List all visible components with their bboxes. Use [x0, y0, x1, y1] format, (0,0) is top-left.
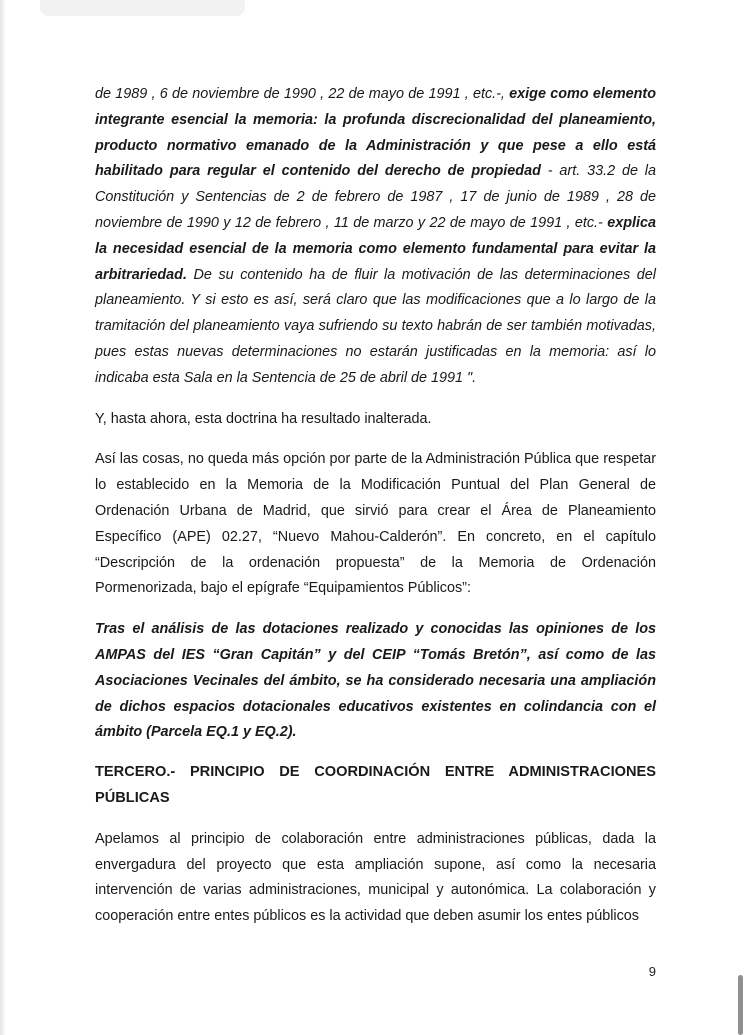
doctrine-paragraph: Y, hasta ahora, esta doctrina ha resultado inalterada.	[95, 410, 432, 427]
quote-text-1: de 1989 , 6 de noviembre de 1990 , 22 de mayo de 1991 , etc.-,	[95, 86, 510, 102]
quote-text-2: exige como elemento integrante esencial la memoria: la profunda discrecionalidad del planeamiento, producto normativo emanado de la Administración y que pese a ello está habilitado para regular el contenido del derecho de propiedad	[95, 86, 656, 180]
quote-text-3: - art. 33.2 de la Constitución y Sentencias de 2 de febrero de 1987 , 17 de junio de 1989 , 28 de noviembre de 1990 y 12 de febrero , 11 de marzo y 22 de mayo de 1991 , etc.-	[95, 163, 657, 231]
section-title: TERCERO.- PRINCIPIO DE COORDINACIÓN ENTRE ADMINISTRACIONES PÚBLICAS	[95, 764, 656, 806]
page-number: 9	[648, 964, 656, 979]
collaboration-paragraph: Apelamos al principio de colaboración entre administraciones públicas, dada la envergadura del proyecto que esta ampliación supone, así como la necesaria intervención de varias administraciones, municipal y autonómica. La colaboración y cooperación entre entes públicos es la actividad que deben asumir los entes públicos	[95, 830, 656, 925]
quote-text-4: explica la necesidad esencial de la memoria como elemento fundamental para evitar la arbitrariedad.	[95, 214, 656, 283]
jurisprudence-quote-paragraph	[95, 82, 656, 392]
quote-text-5: De su contenido ha de fluir la motivación de las determinaciones del planeamiento. Y si esto es así, será claro que las modificaciones que a lo largo de la tramitación del planeamiento vaya sufriendo su texto habrán de ser también motivadas, pues estas nuevas determinaciones no estarán justificadas en la memoria: así lo indicaba esta Sala en la Sentencia de 25 de abril de 1991 ".	[95, 266, 656, 386]
page-edge-shadow	[0, 0, 6, 1035]
scrollbar-thumb[interactable]	[738, 975, 743, 1035]
memoria-quote-paragraph: Tras el análisis de las dotaciones realizado y conocidas las opiniones de los AMPAS del IES “Gran Capitán” y del CEIP “Tomás Bretón”, así como de las Asociaciones Vecinales del ámbito, se ha considerado necesaria una ampliación de dichos espacios dotacionales educativos existentes en colindancia con el ámbito (Parcela EQ.1 y EQ.2).	[95, 621, 656, 741]
administration-paragraph: Así las cosas, no queda más opción por parte de la Administración Pública que respetar lo establecido en la Memoria de la Modificación Puntual del Plan General de Ordenación Urbana de Madrid, que sirvió para crear el Área de Planeamiento Específico (APE) 02.27, “Nuevo Mahou-Calderón”. En concreto, en el capítulo “Descripción de la ordenación propuesta” de la Memoria de Ordenación Pormenorizada, bajo el epígrafe “Equipamientos Públicos”:	[95, 451, 656, 597]
document-page	[95, 82, 656, 930]
viewer-top-tab	[40, 0, 245, 16]
